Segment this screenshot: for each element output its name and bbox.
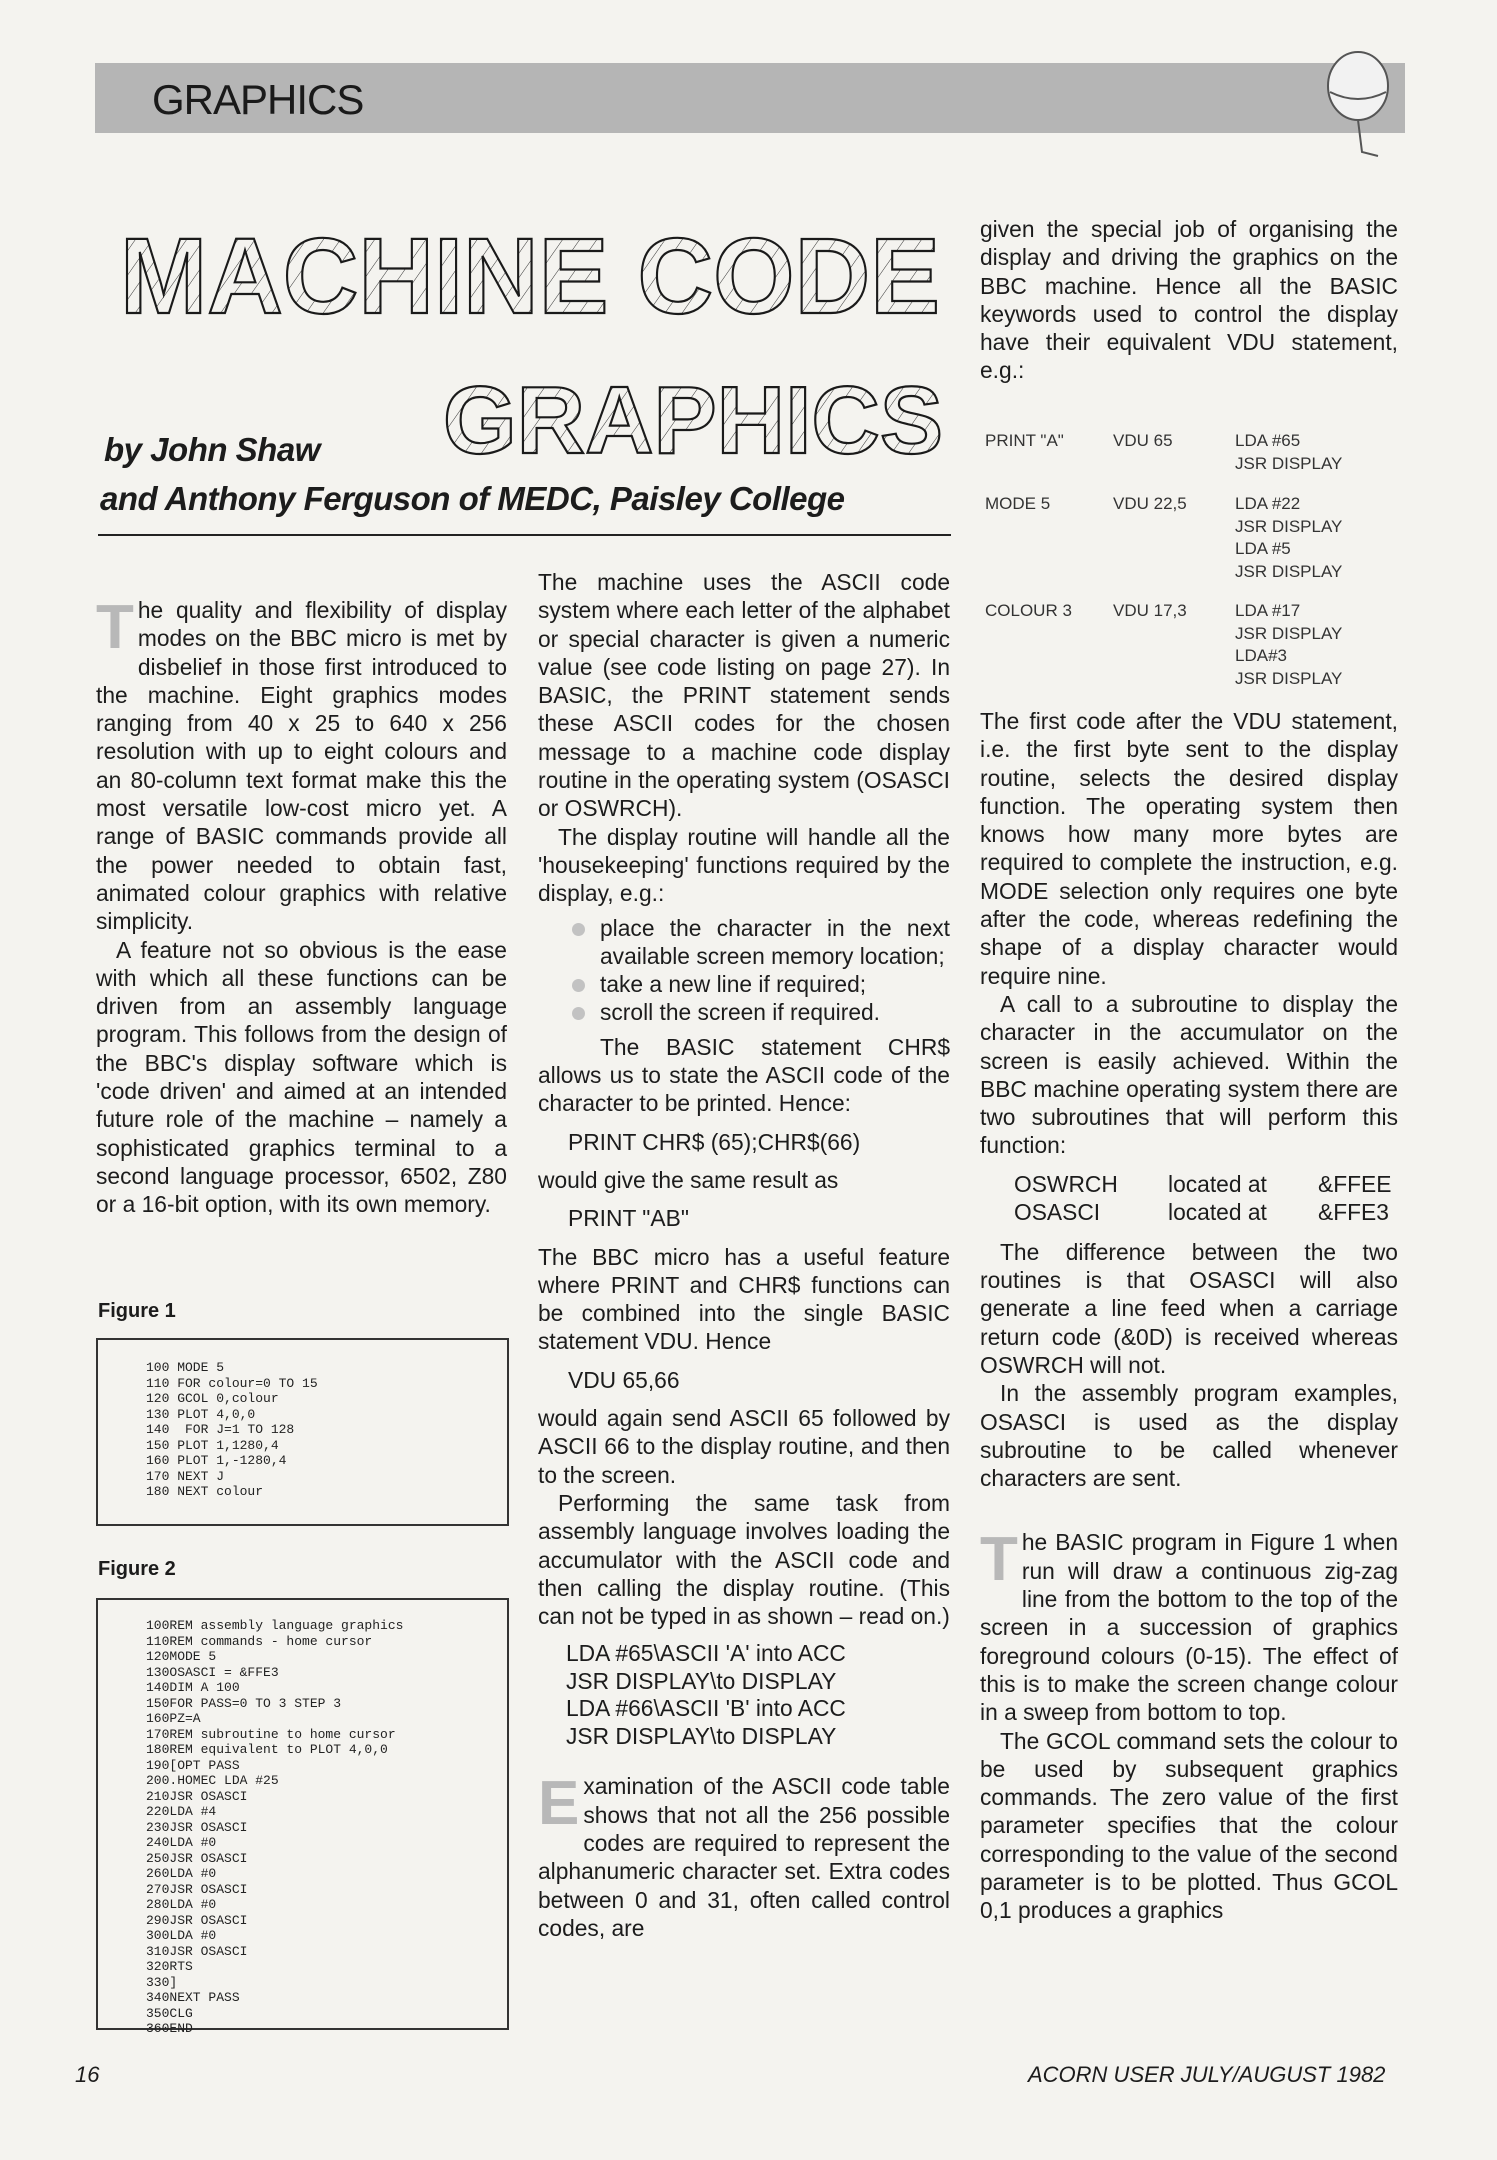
figure-2-box (96, 1598, 509, 2036)
vdu-equivalents-table (985, 430, 1395, 688)
paragraph: would again send ASCII 65 followed by ASCII 66 to the display routine, and then to the screen. (538, 1405, 950, 1488)
column-3 (980, 707, 1398, 1925)
paragraph: Performing the same task from assembly language involves loading the accumulator with the ASCII code and then calling the display routine. (This can not be typed in as shown – read on.) (538, 1489, 950, 1630)
assembly-example (566, 1640, 950, 1750)
figure-2-label: Figure 2 (98, 1558, 176, 1580)
assembly-line: LDA #66\ASCII 'B' into ACC (566, 1695, 846, 1722)
paragraph: would give the same result as (538, 1166, 839, 1193)
paragraph: The BASIC statement CHR$ allows us to state the ASCII code of the character to be printed. Hence: (538, 1033, 950, 1117)
figure-1-code: 100 MODE 5 110 FOR colour=0 TO 15 120 GCOL 0,colour 130 PLOT 4,0,0 140 FOR J=1 TO 128 150 PLOT 1,1280,4 160 PLOT 1,-1280,4 170 NEXT J 180 NEXT colour (146, 1360, 318, 1499)
paragraph: A feature not so obvious is the ease with which all these functions can be driven from an assembly language program. This follows from the design of the BBC's display software which is 'code driven' and aimed at an intended future role of the machine – namely a sophisticated graphics terminal to a second language processor, 6502, Z80 or a 16-bit option, with its own memory. (96, 936, 507, 1218)
drop-cap: T (980, 1525, 1018, 1595)
paragraph: The display routine will handle all the 'housekeeping' functions required by the display, e.g.: (538, 823, 950, 907)
magazine-footer: ACORN USER JULY/AUGUST 1982 (1028, 2062, 1386, 2087)
bullet-item: place the character in the next available screen memory location; (538, 914, 950, 971)
paragraph: The GCOL command sets the colour to be used by subsequent graphics commands. The zero value of the first parameter specifies that the colour corresponding to the value of the second parameter is to be plotted. Thus GCOL 0,1 produces a graphics (980, 1727, 1398, 1924)
code-example: PRINT "AB" (568, 1205, 689, 1232)
column-1 (96, 593, 507, 1219)
acorn-logo (1318, 48, 1398, 158)
vdu-row: COLOUR 3 VDU 17,3 LDA #17 JSR DISPLAY LDA#3 JSR DISPLAY (985, 601, 1343, 688)
os-routine-row: OSWRCH located at &FFEE (1014, 1170, 1392, 1197)
vdu-row: MODE 5 VDU 22,5 LDA #22 JSR DISPLAY LDA #5 JSR DISPLAY (985, 494, 1343, 581)
paragraph: The difference between the two routines is that OSASCI will also generate a line feed when a carriage return code (&0D) is received whereas OSWRCH will not. (980, 1238, 1398, 1378)
paragraph: In the assembly program examples, OSASCI is used as the display subroutine to be called whenever characters are sent. (980, 1380, 1398, 1492)
paragraph: The first code after the VDU statement, i.e. the first byte sent to the display routine, selects the desired display function. The operating system then knows how many more bytes are required to complete the instruction, e.g. MODE selection only requires one byte after the code, whereas redefining the shape of a display character would require nine. (980, 708, 1398, 989)
paragraph: The machine uses the ASCII code system where each letter of the alphabet or special character is given a numeric value (see code listing on page 27). In BASIC, the PRINT statement sends these ASCII codes for the chosen message to a machine code display routine in the operating system (OSASCI or OSWRCH). (538, 569, 950, 822)
page-number: 16 (75, 2062, 100, 2087)
assembly-line: JSR DISPLAY\to DISPLAY (566, 1667, 837, 1694)
bullet-item: scroll the screen if required. (538, 998, 950, 1026)
paragraph: A call to a subroutine to display the character in the accumulator on the screen is easily achieved. Within the BBC machine operating system there are two subroutines that will perform this function: (980, 990, 1398, 1159)
title-line2: GRAPHICS (443, 367, 943, 474)
section-label: GRAPHICS (152, 76, 364, 123)
intro-paragraph: The quality and flexibility of display modes on the BBC micro is met by disbelief in those first introduced to the machine. Eight graphics modes ranging from 40 x 25 to 640 x 256 resolution with up to eight colours and an 80-column text format make this the most versatile low-cost micro yet. A range of BASIC commands provide all the power needed to obtain fast, animated colour graphics with relative simplicity. (96, 593, 507, 935)
vdu-row: PRINT "A" VDU 65 LDA #65 JSR DISPLAY (985, 431, 1343, 473)
figure-1-box (96, 1338, 509, 1526)
title-line1: MACHINE CODE (120, 215, 940, 336)
os-routines-list (1014, 1170, 1398, 1226)
bullet-list (538, 914, 950, 1027)
figure-2-code: 100REM assembly language graphics 110REM commands - home cursor 120MODE 5 130OSASCI = &FFE3 140DIM A 100 150FOR PASS=0 TO 3 STEP 3 160PZ=A 170REM subroutine to home cursor 180REM equivalent to PLOT 4,0,0 190[OPT PASS 200.HOMEC LDA #25 210JSR OSASCI 220LDA #4 230JSR OSASCI 240LDA #0 250JSR OSASCI 260LDA #0 270JSR OSASCI 280LDA #0 290JSR OSASCI 300LDA #0 310JSR OSASCI 320RTS 330] 340NEXT PASS 350CLG 360END (146, 1618, 404, 2036)
code-example: VDU 65,66 (568, 1366, 680, 1393)
byline-affiliation: and Anthony Ferguson of MEDC, Paisley College (100, 480, 845, 517)
column-3-top (980, 215, 1398, 385)
paragraph: The BBC micro has a useful feature where PRINT and CHR$ functions can be combined into the single BASIC statement VDU. Hence (538, 1243, 950, 1355)
drop-cap: T (96, 593, 134, 662)
assembly-line: LDA #65\ASCII 'A' into ACC (566, 1640, 846, 1667)
assembly-line: JSR DISPLAY\to DISPLAY (566, 1722, 837, 1749)
code-example: PRINT CHR$ (65);CHR$(66) (568, 1128, 861, 1155)
byline-authors: by John Shaw (104, 431, 320, 468)
paragraph: Examination of the ASCII code table shows that not all the 256 possible codes are required to represent the alphanumeric character set. Extra codes between 0 and 31, often called control codes, are (538, 1769, 950, 1941)
bullet-item: take a new line if required; (538, 970, 950, 998)
paragraph: The BASIC program in Figure 1 when run will draw a continuous zig-zag line from the bottom to the top of the screen in a succession of graphics foreground colours (0-15). The effect of this is to make the screen change colour in a sweep from bottom to top. (980, 1525, 1398, 1726)
paragraph: given the special job of organising the display and driving the graphics on the BBC machine. Hence all the BASIC keywords used to control the display have their equivalent VDU statement, e.g.: (980, 216, 1398, 384)
figure-1-label: Figure 1 (98, 1300, 176, 1322)
os-routine-row: OSASCI located at &FFE3 (1014, 1198, 1389, 1225)
column-2 (538, 568, 950, 1942)
drop-cap: E (538, 1769, 580, 1839)
title-rule (98, 534, 951, 536)
